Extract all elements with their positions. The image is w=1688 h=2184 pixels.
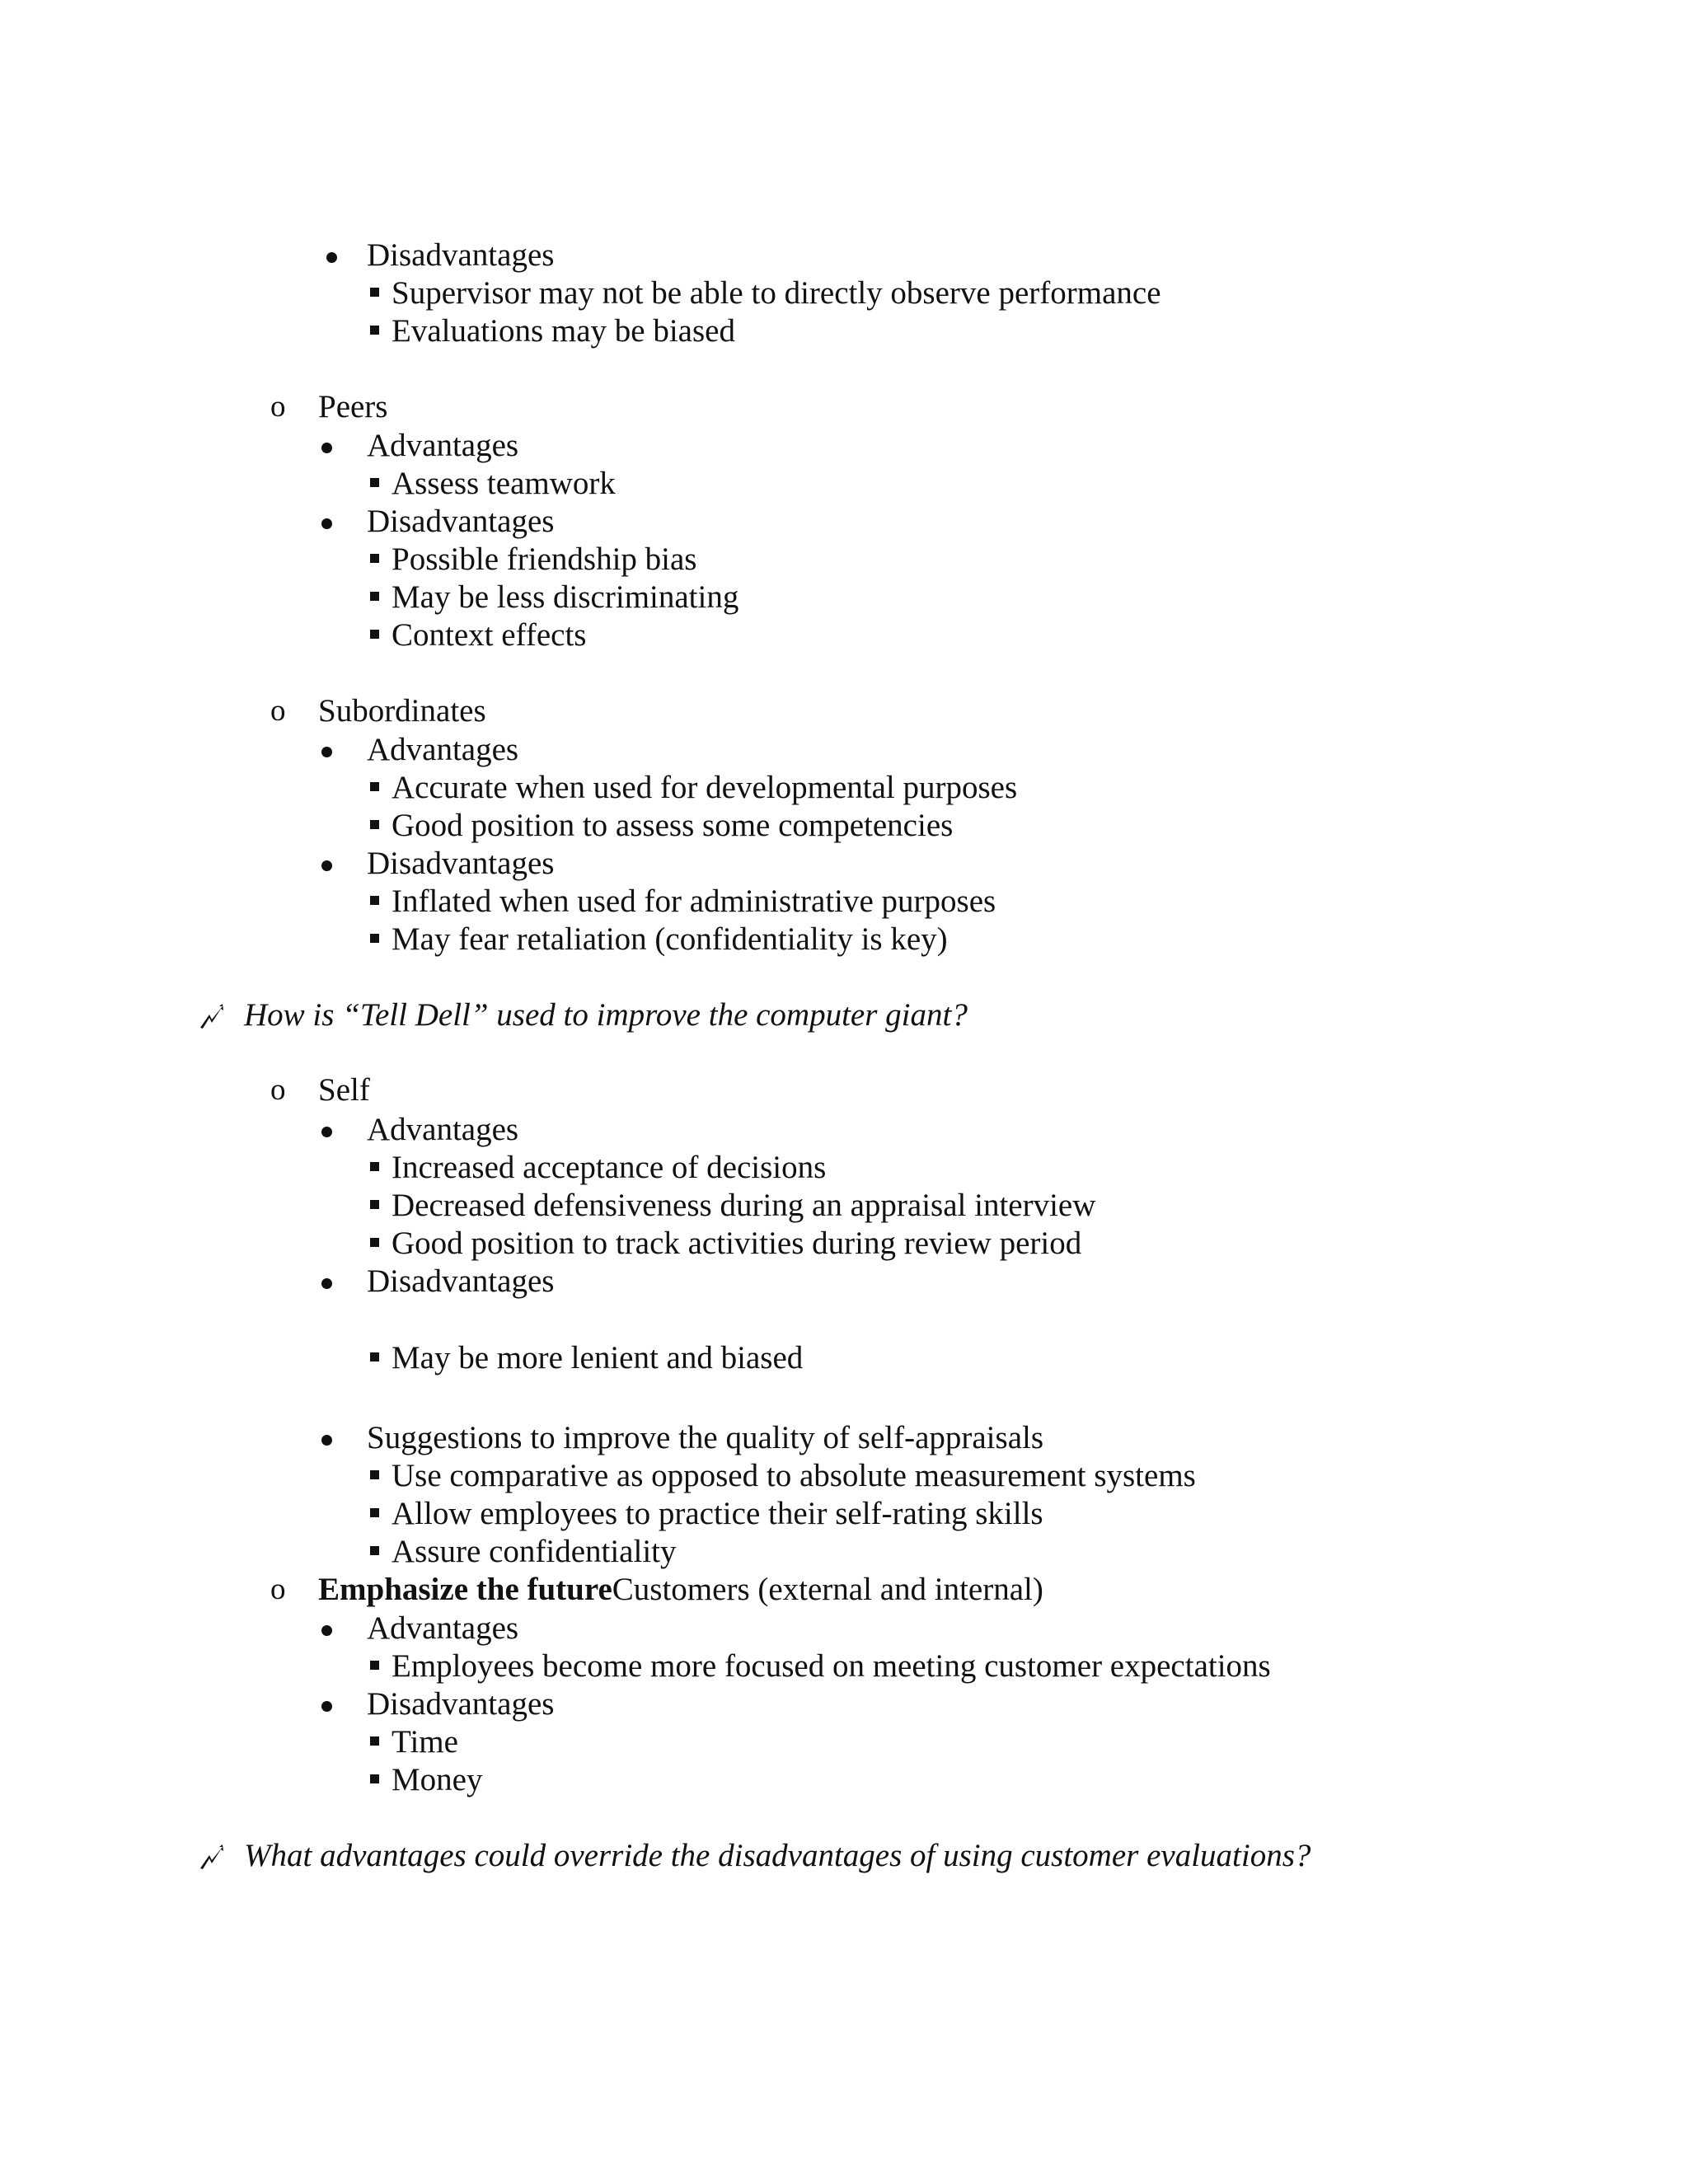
square-bullet-icon (370, 592, 379, 601)
supervisor-disadvantages-label: Disadvantages (367, 237, 555, 273)
square-bullet-icon (370, 554, 379, 563)
circle-outline-icon: o (270, 694, 286, 728)
dot-bullet-icon (321, 443, 332, 453)
list-item: Assure confidentiality (392, 1534, 677, 1569)
question-customer-evaluations: What advantages could override the disadvantages of using customer evaluations? (244, 1838, 1311, 1873)
list-item: Allow employees to practice their self-rating skills (392, 1496, 1043, 1531)
dot-bullet-icon (321, 1435, 332, 1446)
square-bullet-icon (370, 782, 379, 791)
list-item: Good position to assess some competencies (392, 808, 954, 843)
subordinates-advantages-label: Advantages (367, 732, 519, 767)
square-bullet-icon (370, 1661, 379, 1670)
list-item: Time (392, 1724, 458, 1760)
list-item: Assess teamwork (392, 466, 616, 501)
square-bullet-icon (370, 820, 379, 829)
square-bullet-icon (370, 1470, 379, 1479)
square-bullet-icon (370, 896, 379, 905)
section-title-subordinates: Subordinates (318, 693, 486, 729)
question-tell-dell: How is “Tell Dell” used to improve the computer giant? (244, 997, 968, 1033)
list-item: May be more lenient and biased (392, 1340, 804, 1376)
self-suggestions-label: Suggestions to improve the quality of self-appraisals (367, 1420, 1044, 1455)
square-bullet-icon (370, 1508, 379, 1517)
dot-bullet-icon (321, 860, 332, 871)
circle-outline-icon: o (270, 390, 286, 424)
list-item: May be less discriminating (392, 579, 739, 615)
square-bullet-icon (370, 478, 379, 487)
list-item: May fear retaliation (confidentiality is key) (392, 921, 948, 957)
square-bullet-icon (370, 1352, 379, 1361)
square-bullet-icon (370, 1200, 379, 1209)
self-advantages-label: Advantages (367, 1112, 519, 1147)
list-item: Inflated when used for administrative purposes (392, 883, 996, 919)
square-bullet-icon (370, 1774, 379, 1783)
subordinates-disadvantages-label: Disadvantages (367, 846, 555, 881)
dot-bullet-icon (321, 1278, 332, 1289)
dot-bullet-icon (321, 518, 332, 529)
list-item: Accurate when used for developmental purposes (392, 770, 1018, 805)
list-item: Evaluations may be biased (392, 313, 735, 349)
square-bullet-icon (370, 288, 379, 297)
list-item: Money (392, 1762, 483, 1797)
circle-outline-icon: o (270, 1073, 286, 1107)
list-item: Possible friendship bias (392, 541, 697, 577)
emphasize-future-text: Emphasize the future (318, 1572, 612, 1607)
dot-bullet-icon (321, 1701, 332, 1712)
section-title-customers (318, 1571, 1043, 1609)
section-title-self: Self (318, 1072, 370, 1108)
self-disadvantages-label: Disadvantages (367, 1263, 555, 1299)
lightning-arrow-icon (198, 1844, 226, 1872)
list-item: Use comparative as opposed to absolute measurement systems (392, 1458, 1196, 1493)
peers-disadvantages-label: Disadvantages (367, 504, 555, 539)
dot-bullet-icon (321, 1625, 332, 1636)
peers-advantages-label: Advantages (367, 428, 519, 463)
dot-bullet-icon (321, 1127, 332, 1137)
square-bullet-icon (370, 1162, 379, 1171)
customers-disadvantages-label: Disadvantages (367, 1686, 555, 1722)
dot-bullet-icon (326, 252, 337, 263)
square-bullet-icon (370, 1546, 379, 1555)
circle-outline-icon: o (270, 1572, 286, 1606)
dot-bullet-icon (321, 747, 332, 757)
list-item: Decreased defensiveness during an appraisal interview (392, 1188, 1096, 1223)
square-bullet-icon (370, 1736, 379, 1746)
list-item: Increased acceptance of decisions (392, 1150, 827, 1185)
square-bullet-icon (370, 326, 379, 335)
customers-title-text: Customers (external and internal) (612, 1572, 1043, 1607)
list-item: Supervisor may not be able to directly observe performance (392, 275, 1161, 311)
square-bullet-icon (370, 630, 379, 639)
square-bullet-icon (370, 1238, 379, 1247)
list-item: Good position to track activities during review period (392, 1226, 1082, 1261)
square-bullet-icon (370, 934, 379, 943)
section-title-peers: Peers (318, 389, 388, 424)
list-item: Context effects (392, 617, 587, 653)
list-item: Employees become more focused on meeting customer expectations (392, 1648, 1271, 1684)
customers-advantages-label: Advantages (367, 1610, 519, 1646)
lightning-arrow-icon (198, 1003, 226, 1031)
